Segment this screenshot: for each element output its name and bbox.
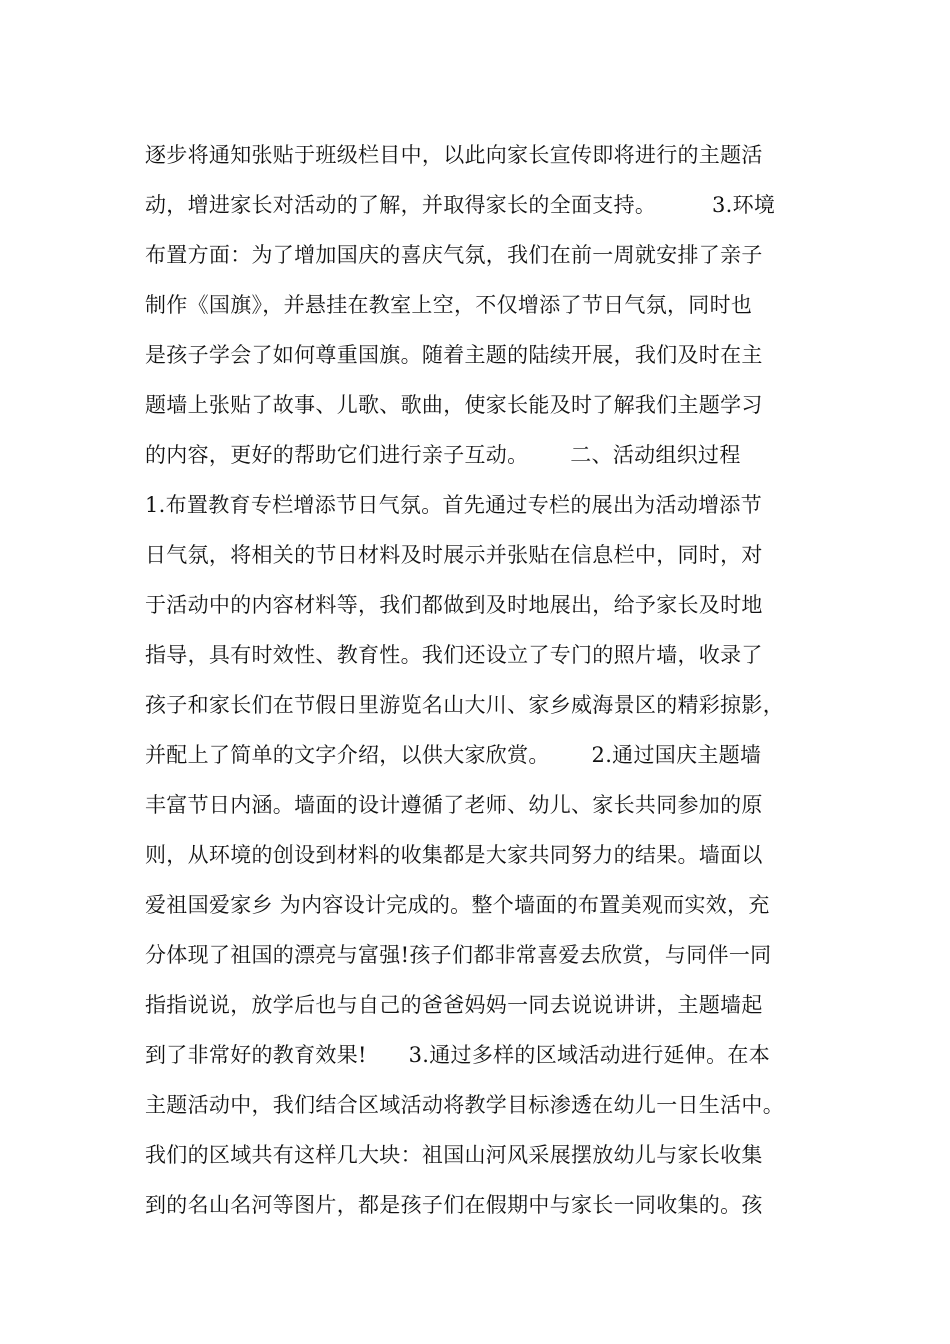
text-line: 日气氛，将相关的节日材料及时展示并张贴在信息栏中，同时，对: [145, 543, 763, 567]
text-line: 指指说说，放学后也与自己的爸爸妈妈一同去说说讲讲，主题墙起: [145, 993, 763, 1017]
text-line: 我们的区域共有这样几大块：祖国山河风采展摆放幼儿与家长收集: [145, 1143, 763, 1167]
text-line: 指导，具有时效性、教育性。我们还设立了专门的照片墙，收录了: [145, 643, 763, 667]
text-line: 的内容，更好的帮助它们进行亲子互动。 二、活动组织过程: [145, 443, 741, 467]
text-line: 分体现了祖国的漂亮与富强!孩子们都非常喜爱去欣赏，与同伴一同: [145, 943, 772, 967]
text-line: 逐步将通知张贴于班级栏目中，以此向家长宣传即将进行的主题活: [145, 143, 763, 167]
text-line: 到的名山名河等图片，都是孩子们在假期中与家长一同收集的。孩: [145, 1193, 763, 1217]
text-line: 主题活动中，我们结合区域活动将教学目标渗透在幼儿一日生活中。: [145, 1093, 784, 1117]
text-line: 爱祖国爱家乡 为内容设计完成的。整个墙面的布置美观而实效，充: [145, 893, 770, 917]
text-line: 则，从环境的创设到材料的收集都是大家共同努力的结果。墙面以: [145, 843, 763, 867]
text-line: 制作《国旗》，并悬挂在教室上空，不仅增添了节日气氛，同时也: [145, 293, 753, 317]
text-line: 到了非常好的教育效果! 3.通过多样的区域活动进行延伸。在本: [145, 1043, 771, 1067]
body-text: [145, 130, 825, 1230]
text-line: 孩子和家长们在节假日里游览名山大川、家乡威海景区的精彩掠影，: [145, 693, 784, 717]
text-line: 于活动中的内容材料等，我们都做到及时地展出，给予家长及时地: [145, 593, 763, 617]
text-line: 并配上了简单的文字介绍，以供大家欣赏。 2.通过国庆主题墙: [145, 743, 762, 767]
text-line: 动，增进家长对活动的了解，并取得家长的全面支持。 3.环境: [145, 193, 776, 217]
text-line: 布置方面：为了增加国庆的喜庆气氛，我们在前一周就安排了亲子: [145, 243, 763, 267]
text-line: 是孩子学会了如何尊重国旗。随着主题的陆续开展，我们及时在主: [145, 343, 763, 367]
text-line: 题墙上张贴了故事、儿歌、歌曲，使家长能及时了解我们主题学习: [145, 393, 763, 417]
text-line: 1.布置教育专栏增添节日气氛。首先通过专栏的展出为活动增添节: [145, 493, 763, 517]
text-line: 丰富节日内涵。墙面的设计遵循了老师、幼儿、家长共同参加的原: [145, 793, 763, 817]
